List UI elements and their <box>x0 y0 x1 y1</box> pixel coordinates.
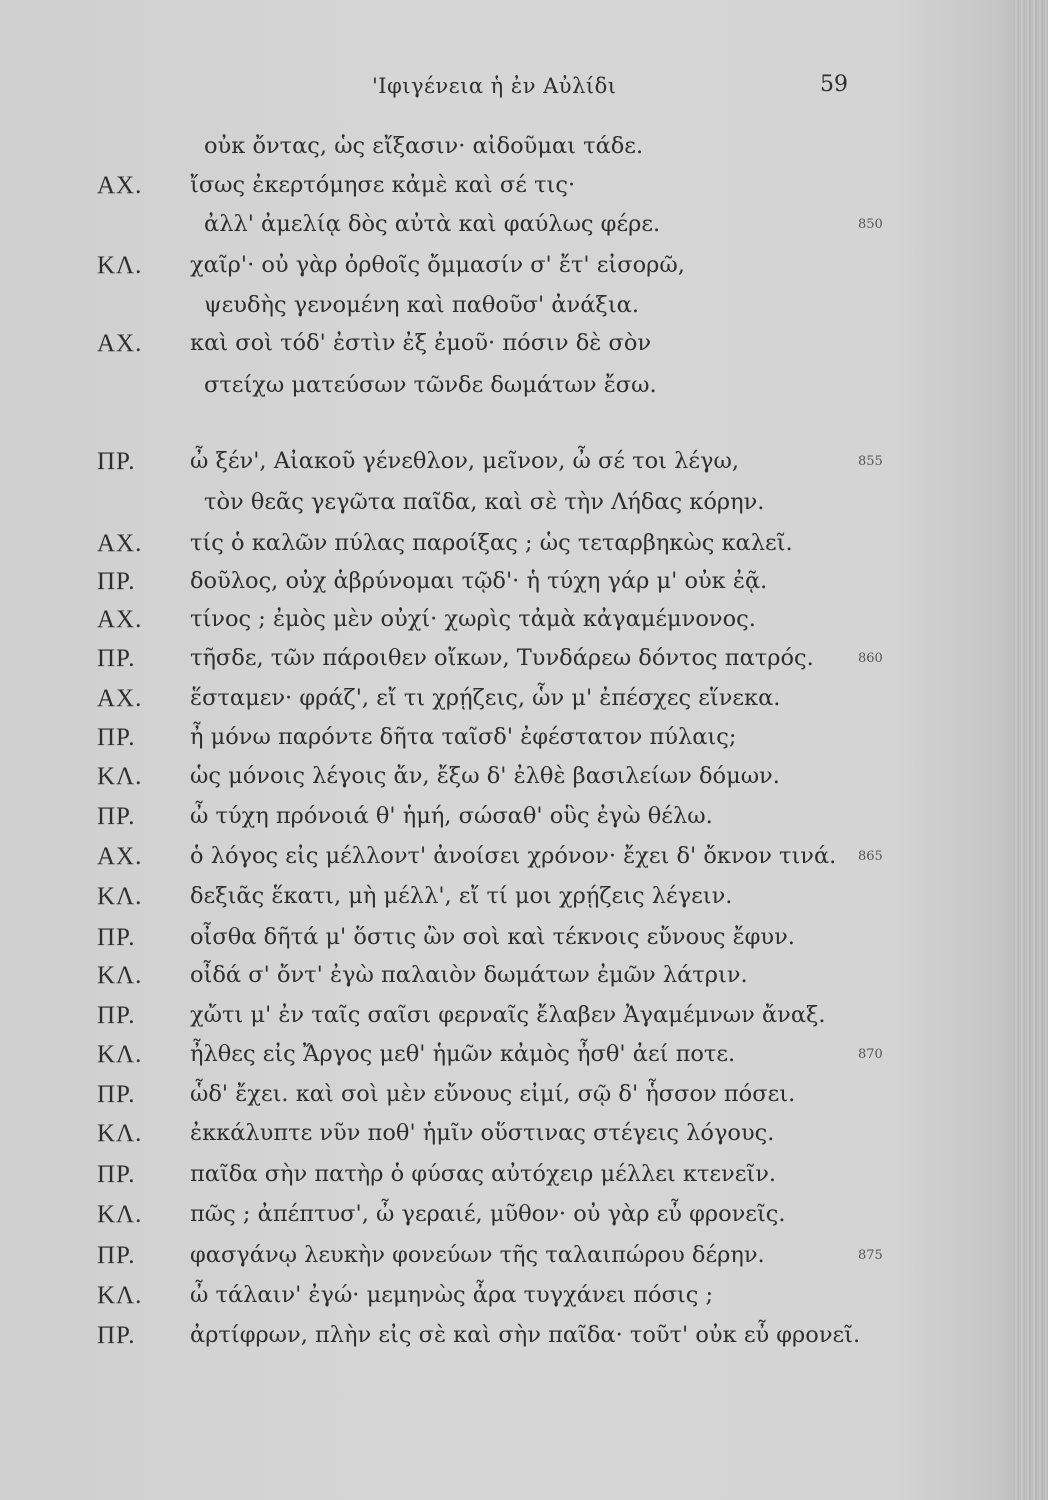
verse-line <box>0 448 1048 486</box>
verse-line <box>0 803 1048 841</box>
verse-text: φασγάνῳ λευκὴν φονεύων τῆς ταλαιπώρου δέρην. <box>190 1242 765 1268</box>
verse-line <box>0 292 1048 330</box>
running-head: 'Ιφιγένεια ἡ ἐν Αὐλίδι <box>372 74 617 98</box>
speaker-label: ΠΡ. <box>97 924 136 951</box>
verse-text: οὐκ ὄντας, ὡς εἴξασιν· αἰδοῦμαι τάδε. <box>204 133 644 159</box>
verse-text: ἦ μόνω παρόντε δῆτα ταῖσδ' ἐφέστατον πύλαις; <box>190 724 737 750</box>
verse-text: ἴσως ἐκερτόμησε κἀμὲ καὶ σέ τις· <box>190 172 576 198</box>
verse-line <box>0 843 1048 881</box>
speaker-label: ΠΡ. <box>97 803 136 830</box>
speaker-label: ΠΡ. <box>97 448 136 475</box>
verse-text: ὁ λόγος εἰς μέλλοντ' ἀνοίσει χρόνον· ἔχει δ' ὄκνον τινά. <box>190 843 837 869</box>
speaker-label: ΚΛ. <box>97 1120 143 1147</box>
verse-text: τὸν θεᾶς γεγῶτα παῖδα, καὶ σὲ τὴν Λήδας κόρην. <box>204 489 765 515</box>
speaker-label: ΠΡ. <box>97 568 136 595</box>
verse-line <box>0 645 1048 683</box>
speaker-label: ΚΛ. <box>97 252 143 279</box>
verse-text: ἀρτίφρων, πλὴν εἰς σὲ καὶ σὴν παῖδα· τοῦτ' οὐκ εὖ φρονεῖ. <box>190 1322 861 1348</box>
speaker-label: ΑΧ. <box>97 606 143 633</box>
verse-line <box>0 568 1048 606</box>
speaker-label: ΠΡ. <box>97 1242 136 1269</box>
speaker-label: ΑΧ. <box>97 843 143 870</box>
speaker-label: ΚΛ. <box>97 1201 143 1228</box>
verse-line <box>0 1002 1048 1040</box>
speaker-label: ΑΧ. <box>97 530 143 557</box>
speaker-label: ΚΛ. <box>97 1041 143 1068</box>
line-number: 870 <box>858 1047 883 1062</box>
speaker-label: ΠΡ. <box>97 1081 136 1108</box>
verse-text: καὶ σοὶ τόδ' ἐστὶν ἐξ ἐμοῦ· πόσιν δὲ σὸν <box>190 330 652 356</box>
speaker-label: ΠΡ. <box>97 1002 136 1029</box>
verse-line <box>0 724 1048 762</box>
line-number: 860 <box>858 651 883 666</box>
speaker-label: ΚΛ. <box>97 1282 143 1309</box>
line-number: 850 <box>858 217 883 232</box>
verse-line <box>0 685 1048 723</box>
verse-text: στείχω ματεύσων τῶνδε δωμάτων ἔσω. <box>204 372 657 398</box>
verse-text: ὡς μόνοις λέγοις ἄν, ἔξω δ' ἐλθὲ βασιλείων δόμων. <box>190 763 780 789</box>
verse-text: χὤτι μ' ἐν ταῖς σαῖσι φερναῖς ἔλαβεν Ἀγαμέμνων ἄναξ. <box>190 1002 826 1028</box>
verse-line <box>0 1081 1048 1119</box>
verse-text: παῖδα σὴν πατὴρ ὁ φύσας αὐτόχειρ μέλλει κτενεῖν. <box>190 1161 777 1187</box>
verse-text: ψευδὴς γενομένη καὶ παθοῦσ' ἀνάξια. <box>204 292 639 318</box>
verse-text: δοῦλος, οὐχ ἁβρύνομαι τῷδ'· ἡ τύχη γάρ μ' οὐκ ἐᾷ. <box>190 568 768 594</box>
verse-line <box>0 489 1048 527</box>
verse-line <box>0 372 1048 410</box>
verse-text: πῶς ; ἀπέπτυσ', ὦ γεραιέ, μῦθον· οὐ γὰρ εὖ φρονεῖς. <box>190 1201 786 1227</box>
speaker-label: ΠΡ. <box>97 1161 136 1188</box>
verse-text: ἦλθες εἰς Ἄργος μεθ' ἡμῶν κἀμὸς ἦσθ' ἀεί ποτε. <box>190 1041 736 1067</box>
speaker-label: ΑΧ. <box>97 685 143 712</box>
verse-text: οἶσθα δῆτά μ' ὅστις ὢν σοὶ καὶ τέκνοις εὔνους ἔφυν. <box>190 924 795 950</box>
verse-line <box>0 1161 1048 1199</box>
page-number: 59 <box>820 72 848 97</box>
verse-text: χαῖρ'· οὐ γὰρ ὀρθοῖς ὄμμασίν σ' ἔτ' εἰσορῶ, <box>190 252 685 278</box>
line-number: 865 <box>858 849 883 864</box>
verse-line <box>0 606 1048 644</box>
verse-line <box>0 530 1048 568</box>
verse-line <box>0 1120 1048 1158</box>
verse-line <box>0 962 1048 1000</box>
verse-text: δεξιᾶς ἕκατι, μὴ μέλλ', εἴ τί μοι χρῄζεις λέγειν. <box>190 883 733 909</box>
verse-text: ὦ ξέν', Αἰακοῦ γένεθλον, μεῖνον, ὦ σέ τοι λέγω, <box>190 448 739 474</box>
verse-text: ἐκκάλυπτε νῦν ποθ' ἡμῖν οὕστινας στέγεις λόγους. <box>190 1120 775 1146</box>
verse-text: ὦ τάλαιν' ἐγώ· μεμηνὼς ἆρα τυγχάνει πόσις ; <box>190 1282 714 1308</box>
speaker-label: ΠΡ. <box>97 1322 136 1349</box>
verse-text: ὦ τύχη πρόνοιά θ' ἡμή, σώσαθ' οὓς ἐγὼ θέλω. <box>190 803 713 829</box>
verse-text: ὧδ' ἔχει. καὶ σοὶ μὲν εὔνους εἰμί, σῷ δ' ἧσσον πόσει. <box>190 1081 796 1107</box>
verse-line <box>0 924 1048 962</box>
verse-text: τίς ὁ καλῶν πύλας παροίξας ; ὡς τεταρβηκὼς καλεῖ. <box>190 530 793 556</box>
verse-line <box>0 1041 1048 1079</box>
verse-text: τίνος ; ἐμὸς μὲν οὐχί· χωρὶς τἀμὰ κἀγαμέμνονος. <box>190 606 756 632</box>
speaker-label: ΚΛ. <box>97 763 143 790</box>
verse-text: ἕσταμεν· φράζ', εἴ τι χρῄζεις, ὧν μ' ἐπέσχες εἵνεκα. <box>190 685 781 711</box>
verse-line <box>0 1282 1048 1320</box>
speaker-label: ΑΧ. <box>97 330 143 357</box>
verse-text: ἀλλ' ἀμελίᾳ δὸς αὐτὰ καὶ φαύλως φέρε. <box>204 211 661 237</box>
verse-line <box>0 1322 1048 1360</box>
verse-text: τῆσδε, τῶν πάροιθεν οἴκων, Τυνδάρεω δόντος πατρός. <box>190 645 814 671</box>
verse-line <box>0 211 1048 249</box>
line-number: 875 <box>858 1248 883 1263</box>
verse-line <box>0 133 1048 171</box>
verse-line <box>0 252 1048 290</box>
speaker-label: ΠΡ. <box>97 645 136 672</box>
verse-text: οἶδά σ' ὄντ' ἐγὼ παλαιὸν δωμάτων ἐμῶν λάτριν. <box>190 962 748 988</box>
verse-line <box>0 883 1048 921</box>
speaker-label: ΚΛ. <box>97 962 143 989</box>
line-number: 855 <box>858 454 883 469</box>
speaker-label: ΚΛ. <box>97 883 143 910</box>
verse-line <box>0 1201 1048 1239</box>
verse-line <box>0 763 1048 801</box>
speaker-label: ΑΧ. <box>97 172 143 199</box>
verse-line <box>0 330 1048 368</box>
verse-line <box>0 172 1048 210</box>
speaker-label: ΠΡ. <box>97 724 136 751</box>
verse-line <box>0 1242 1048 1280</box>
